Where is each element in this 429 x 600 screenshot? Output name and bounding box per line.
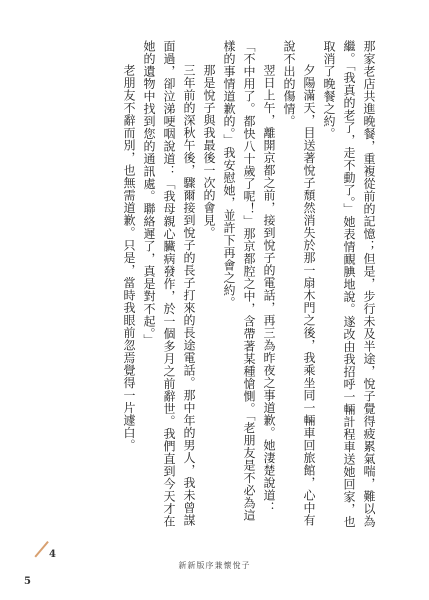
page-number-bottom: 5 [24, 576, 31, 587]
page-number-top: 4 [49, 549, 56, 560]
page-number-divider [34, 541, 48, 557]
paragraph-4: 那是悅子與我最後一次的會見。 [202, 64, 216, 239]
paragraph-1: 那家老店共進晚餐，重複從前的記憶；但是，步行未及半途，悅子覺得疲累氣喘，難以為繼。「我真的老了，走不動了。」她表情靦腆地說。遂改由我招呼一輛計程車送她回家，也取消了晚餐之約。 [322, 40, 376, 528]
paragraph-5: 三年前的深秋午後，驟爾接到悅子的長子打來的長途電話。那中年的男人，我未曾謀面過，卻泣涕哽咽說道：「我母親心臟病發作，於一個多月之前辭世。我們直到今天才在她的遺物中找到您的通訊處。聯絡遲了，真是對不起。」 [142, 40, 196, 528]
paragraph-6: 老朋友不辭而別，也無需道歉。只是，當時我眼前忽焉覺得一片遽白。 [122, 64, 136, 452]
paragraph-3: 翌日上午，離開京都之前，接到悅子的電話，再三為昨夜之事道歉。她淒楚說道：「不中用了。都快八十歲了呢！」那京都腔之中，含帶著某種愴惻。「老朋友是不必為這樣的事情道歉的。」我安慰她，並許下再會之約。 [222, 40, 276, 522]
body-text [119, 40, 379, 530]
running-footer-title: 新新版序兼懷悅子 [178, 561, 251, 570]
paragraph-2: 夕陽滿天，目送著悅子頹然消失於那一扇木門之後，我乘坐同一輛車回旅館，心中有說不出的傷情。 [282, 40, 316, 527]
